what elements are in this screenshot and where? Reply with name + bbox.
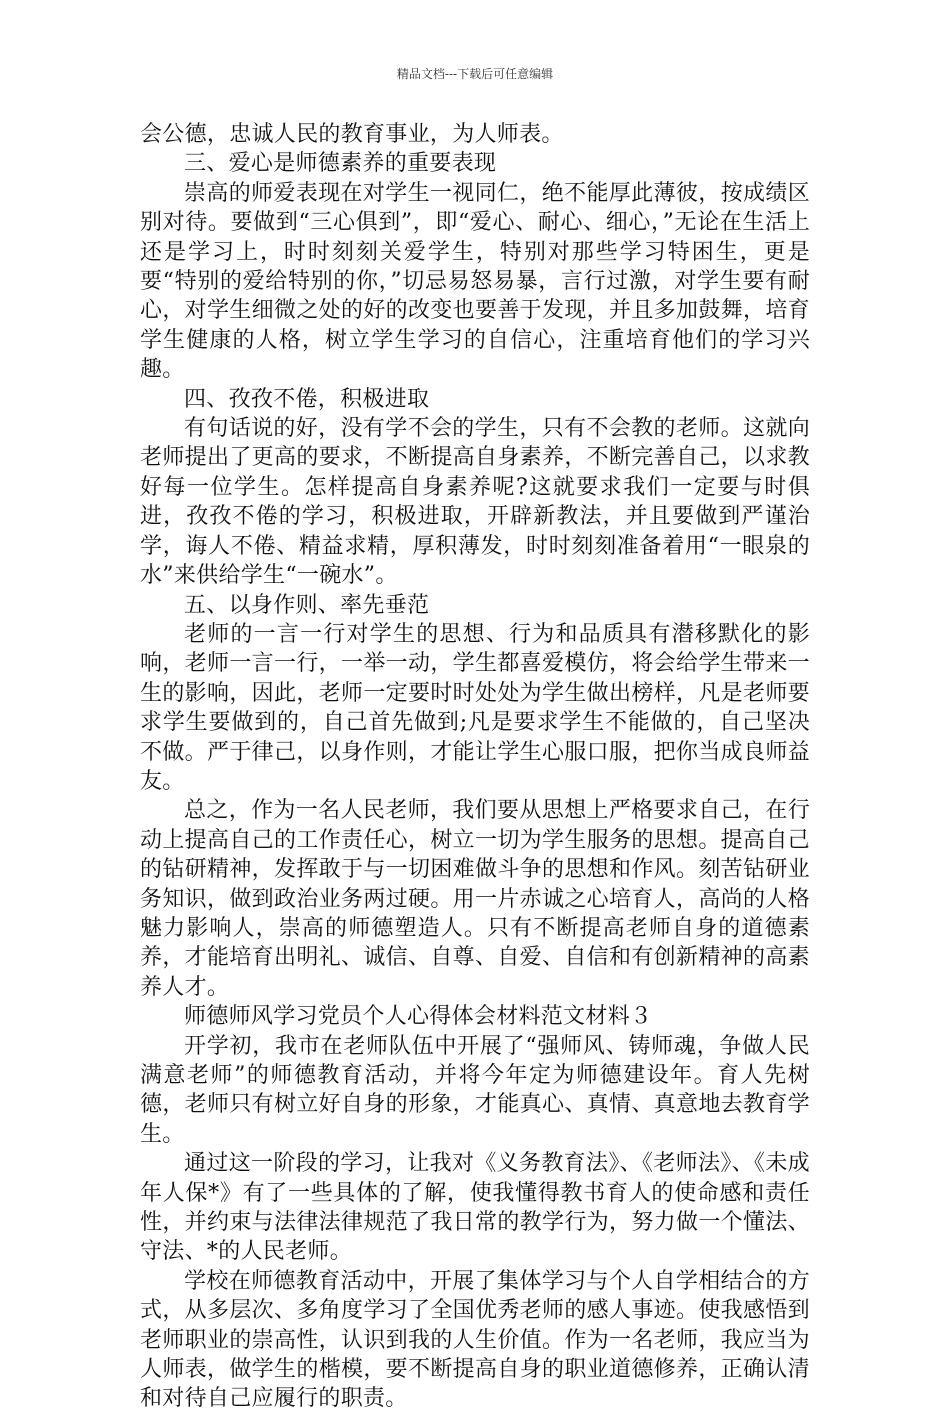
- paragraph: 老师的一言一行对学生的思想、行为和品质具有潜移默化的影响，老师一言一行，一举一动，学生都喜爱模仿，将会给学生带来一生的影响，因此，老师一定要时时处处为学生做出榜样，凡是老师要求学生要做到的，自己首先做到;凡是要求学生不能做的，自己坚决不做。严于律己，以身作则，才能让学生心服口服，把你当成良师益友。: [140, 621, 810, 794]
- section-heading: 三、爱心是师德素养的重要表现: [184, 151, 497, 177]
- document-body: [140, 120, 810, 1414]
- article-title: 师德师风学习党员个人心得体会材料范文材料３: [184, 1004, 653, 1030]
- paragraph: 通过这一阶段的学习，让我对《义务教育法》、《老师法》、《未成年人保*》有了一些具体的了解，使我懂得教书育人的使命感和责任性，并约束与法律法律规范了我日常的教学行为，努力做一个懂法、守法、*的人民老师。: [140, 1151, 810, 1265]
- page-header: 精品文档---下载后可任意编辑: [396, 67, 554, 81]
- paragraph: 学校在师德教育活动中，开展了集体学习与个人自学相结合的方式，从多层次、多角度学习了全国优秀老师的感人事迹。使我感悟到老师职业的崇高性，认识到我的人生价值。作为一名老师，我应当为人师表，做学生的楷模，要不断提高自身的职业道德修养，正确认清和对待自己应履行的职责。: [140, 1268, 810, 1412]
- section-heading: 四、孜孜不倦，积极进取: [184, 386, 430, 412]
- paragraph: 开学初，我市在老师队伍中开展了“强师风、铸师魂，争做人民满意老师”的师德教育活动，并将今年定为师德建设年。育人先树德，老师只有树立好自身的形象，才能真心、真情、真意地去教育学生。: [140, 1033, 810, 1147]
- paragraph: 有句话说的好，没有学不会的学生，只有不会教的老师。这就向老师提出了更高的要求，不断提高自身素养，不断完善自己，以求教好每一位学生。怎样提高自身素养呢?这就要求我们一定要与时俱进，孜孜不倦的学习，积极进取，开辟新教法，并且要做到严谨治学，诲人不倦、精益求精，厚积薄发，时时刻刻准备着用“一眼泉的水”来供给学生“一碗水”。: [140, 416, 810, 589]
- paragraph: 会公德，忠诚人民的教育事业，为人师表。: [140, 122, 564, 147]
- paragraph: 总之，作为一名人民老师，我们要从思想上严格要求自己，在行动上提高自己的工作责任心，树立一切为学生服务的思想。提高自己的钻研精神，发挥敢于与一切困难做斗争的思想和作风。刻苦钻研业务知识，做到政治业务两过硬。用一片赤诚之心培育人，高尚的人格魅力影响人，崇高的师德塑造人。只有不断提高老师自身的道德素养，才能培育出明礼、诚信、自尊、自爱、自信和有创新精神的高素养人才。: [140, 798, 810, 1000]
- section-heading: 五、以身作则、率先垂范: [184, 592, 430, 618]
- paragraph: 崇高的师爱表现在对学生一视同仁，绝不能厚此薄彼，按成绩区别对待。要做到“三心俱到”，即“爱心、耐心、细心，”无论在生活上还是学习上，时时刻刻关爱学生，特别对那些学习特困生，更是要“特别的爱给特别的你，”切忌易怒易暴，言行过激，对学生要有耐心，对学生细微之处的好的改变也要善于发现，并且多加鼓舞，培育学生健康的人格，树立学生学习的自信心，注重培育他们的学习兴趣。: [140, 180, 810, 383]
